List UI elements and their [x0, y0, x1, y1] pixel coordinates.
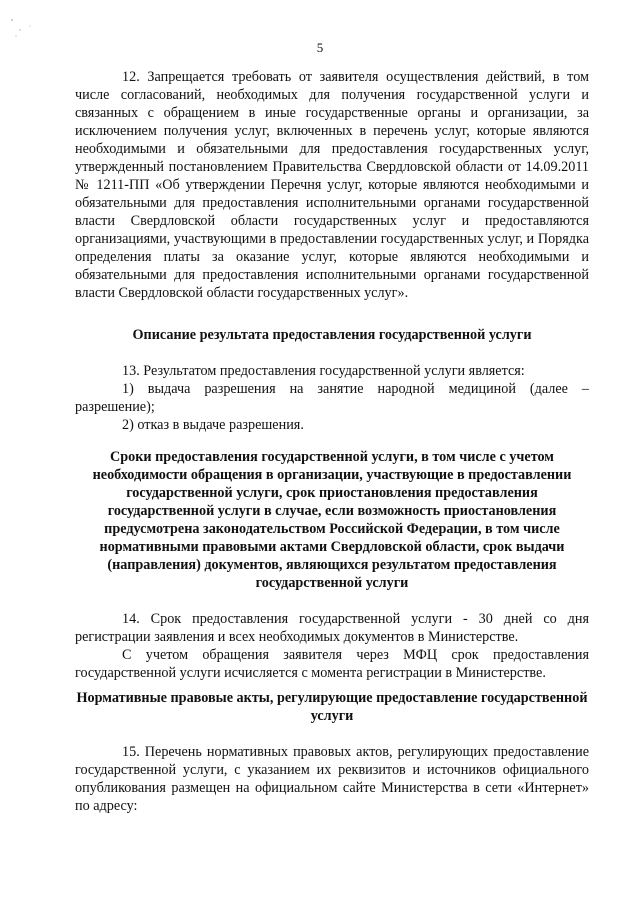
- heading-legal-acts: Нормативные правовые акты, регулирующие предоставление государственной услуги: [76, 690, 588, 724]
- paragraph-14-2: С учетом обращения заявителя через МФЦ срок предоставления государственной услуги исчисляется с момента регистрации в Министерстве.: [75, 647, 589, 681]
- section-15: [75, 689, 589, 815]
- section-13: [75, 326, 589, 434]
- paragraph-13-item-1: 1) выдача разрешения на занятие народной медициной (далее – разрешение);: [75, 381, 589, 415]
- heading-result: Описание результата предоставления государственной услуги: [132, 327, 532, 343]
- heading-terms: Сроки предоставления государственной услуги, в том числе с учетом необходимости обращения в организации, участвующие в предоставлении государственной услуги, срок приостановления предоставления государственной услуги в случае, если возможность приостановления предусмотрена законодательством Российской Федерации, в том числе нормативными правовыми актами Свердловской области, срок выдачи (направления) документов, являющихся результатом предоставления государственной услуги: [92, 449, 572, 591]
- paragraph-14-1: 14. Срок предоставления государственной услуги - 30 дней со дня регистрации заявления и всех необходимых документов в Министерстве.: [75, 611, 589, 645]
- section-12: [75, 68, 589, 302]
- page-number: 5: [316, 40, 324, 55]
- paragraph-12: 12. Запрещается требовать от заявителя осуществления действий, в том числе согласований, необходимых для получения государственной услуги и связанных с обращением в иные государственные органы и организации, за исключением получения услуг, включенных в перечень услуг, которые являются необходимыми и обязательными для предоставления государственных услуг, утвержденный постановлением Правительства Свердловской области от 14.09.2011 № 1211-ПП «Об утверждении Перечня услуг, которые являются необходимыми и обязательными для предоставления исполнительными органами государственной власти Свердловской области государственных услуг и предоставляются организациями, участвующими в предоставлении государственных услуг, и Порядка определения платы за оказание услуг, которые являются необходимыми и обязательными для предоставления исполнительными органами государственной власти Свердловской области государственных услуг».: [75, 69, 589, 301]
- section-14: [75, 448, 589, 682]
- scan-artifact-mark: [8, 10, 38, 40]
- paragraph-15: 15. Перечень нормативных правовых актов, регулирующих предоставление государственной услуги, с указанием их реквизитов и источников официального опубликования размещен на официальном сайте Министерства в сети «Интернет» по адресу:: [75, 744, 589, 814]
- paragraph-13-item-2: 2) отказ в выдаче разрешения.: [122, 417, 304, 433]
- paragraph-13-intro: 13. Результатом предоставления государственной услуги является:: [122, 363, 525, 379]
